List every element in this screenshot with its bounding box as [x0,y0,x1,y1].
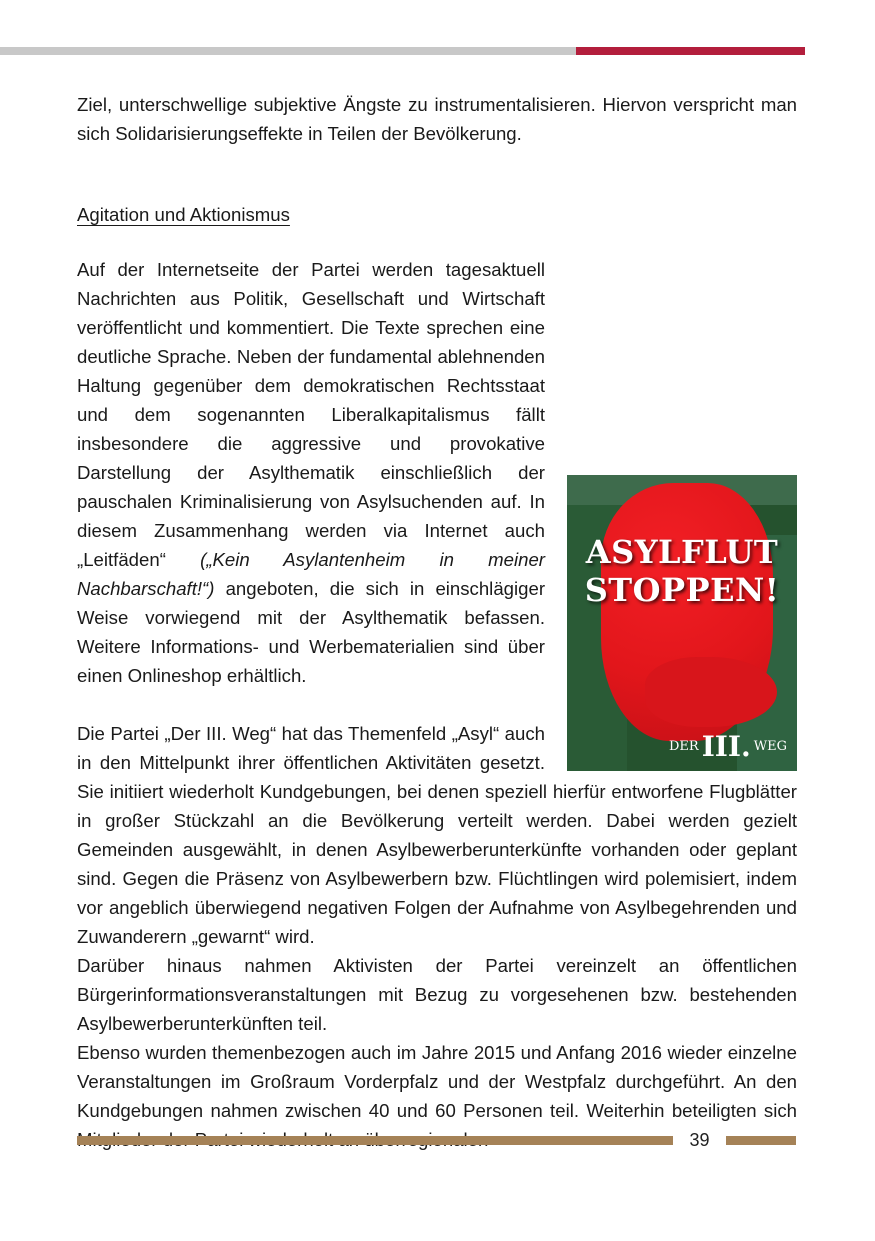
paragraph-1-text-end: angeboten, die sich in einschlägiger Weise vorwiegend mit der Asylthematik befassen. Weitere Informations- und Werbematerialien sind über einen Onlineshop erhältlich. [77,578,546,686]
section-heading: Agitation und Aktionismus [77,204,290,225]
paragraph-4: Ebenso wurden themenbezogen auch im Jahre 2015 und Anfang 2016 wieder einzelne Veranstaltungen im Großraum Vorderpfalz und der Westpfalz durchgeführt. An den Kundgebungen nahmen zwischen 40 und 60 Personen teil. Weiterhin beteiligten sich [77,1042,797,1121]
paragraph-1 [77,255,797,763]
poster-image [567,475,797,771]
party-logo: DER III. WEG [669,729,787,763]
paragraph-1-italic-quote: („Kein Asylantenheim in meiner Nachbarschaft!“) [77,549,545,599]
header-rule-gray [0,47,576,55]
poster-title: ASYLFLUT STOPPEN! [584,533,780,609]
header-rule-red [576,47,805,55]
intro-paragraph: Ziel, unterschwellige subjektive Ängste zu instrumentalisieren. Hiervon verspricht man sich Solidarisierungseffekte in Teilen der Bevölkerung. [77,94,797,144]
page-content [77,90,797,1154]
page-number: 39 [689,1130,710,1150]
paragraph-3: Darüber hinaus nahmen Aktivisten der Partei vereinzelt an öffentlichen Bürgerinformationsveranstaltungen mit Bezug zu vorgesehenen bzw. bestehenden Asylbewerberunterkünften teil. [77,955,797,1034]
paragraph-2: Die Partei „Der III. Weg“ hat das Themenfeld „Asyl“ auch in den Mittelpunkt ihrer öffentlichen Aktivitäten gesetzt. Sie initiiert wiederholt Kundgebungen, bei denen speziell hierfür entworfene Flugblätter in großer Stückzahl an die Bevölkerung verteilt werden. Dabei werden gezielt Gemeinden ausgewählt, in denen Asylbewerberunterkünfte vorhanden oder geplant sind. Gegen die Präsenz von Asylbewerbern bzw. Flüchtlingen wird polemisiert, indem vor angeblich überwiegend negativen Folgen der Aufnahme von Asylbegehrenden und Zuwanderern „gewarnt“ wird. [77,723,797,947]
footer-rule-left [77,1136,673,1145]
footer-rule-right [726,1136,796,1145]
paragraph-1-text-start: Auf der Internetseite der Partei werden tagesaktuell Nachrichten aus Politik, Gesellschaft und Wirtschaft veröffentlicht und kommentiert. Die Texte sprechen eine deutliche Sprache. Neben der fundamental ablehnenden Haltung gegenüber dem demokratischen Rechtsstaat und dem sogenannten Liberalkapitalismus fällt insbesondere die aggressive und provokative Darstellung der Asylthematik einschließlich der pauschalen Kriminalisierung von Asylsuchenden auf. In diesem Zusammenhang werden via Internet auch „Leitfäden“ [77,259,545,570]
